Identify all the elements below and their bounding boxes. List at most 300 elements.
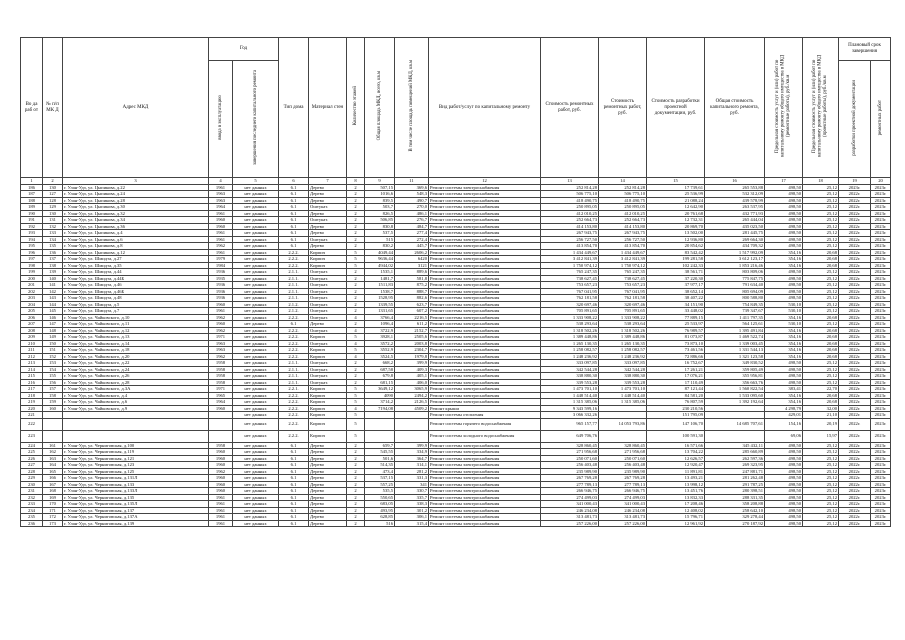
table-cell: 328 860,45 — [541, 442, 599, 449]
table-cell: 267 769,28 — [541, 475, 599, 482]
table-cell: 247 881,71 — [705, 468, 765, 475]
table-cell — [63, 418, 209, 430]
table-cell: 285 660,89 — [705, 449, 765, 456]
header-cell: Предельная стоимость услуг и (или) работ по капитальному ремонту общего имущества в МКД (проектные работы), руб./кв.м — [803, 38, 839, 178]
table-cell: 152 — [43, 353, 63, 360]
table-cell: 805 694,09 — [705, 288, 765, 295]
table-cell: 2022г. — [839, 488, 871, 495]
table-cell: нет данных — [233, 256, 279, 263]
table-cell: 1963 — [209, 197, 233, 204]
table-cell: 137 — [43, 256, 63, 263]
table-cell: 267 943,75 — [541, 230, 599, 237]
header-cell: Общая стоимость капитального ремонта, руб. — [705, 38, 765, 178]
table-cell: 25,12 — [803, 507, 839, 514]
table-cell: 445,7 — [395, 243, 429, 250]
table-cell: 1 392 192,64 — [705, 399, 765, 406]
table-cell: 2022г. — [839, 223, 871, 230]
table-cell: 354,16 — [765, 347, 803, 354]
table-cell: 1 411 797,35 — [705, 314, 765, 321]
column-number-cell: 6 — [279, 178, 309, 185]
table-cell: 2.2.2. — [279, 334, 309, 341]
table-cell: 2023г. — [871, 314, 891, 321]
table-cell: 1 750 974,12 — [541, 262, 599, 269]
table-cell: 20,68 — [803, 249, 839, 256]
table-cell: 4 — [347, 405, 365, 412]
table-cell: 25,12 — [803, 449, 839, 456]
table-cell: 17 076,21 — [647, 373, 705, 380]
table-cell: 235 989,90 — [599, 468, 647, 475]
table-cell: 3065,9 — [395, 386, 429, 393]
table-cell: Оштукат. — [309, 327, 347, 334]
table-cell: 2 — [347, 210, 365, 217]
table-cell: 2022г. — [839, 455, 871, 462]
table-cell: Ремонт системы электроснабжения — [429, 262, 541, 269]
table-cell: 5 — [347, 430, 365, 442]
table-cell: 6.1 — [279, 501, 309, 508]
header-cell: Общая площадь МКД, всего, кв.м — [365, 38, 395, 178]
table-cell: Оштукат. — [309, 379, 347, 386]
table-cell: 3572,2 — [365, 340, 395, 347]
table-row — [21, 520, 891, 527]
table-cell: 2022г. — [839, 449, 871, 456]
table-cell: 224 — [21, 442, 43, 449]
table-cell: г. Улан-Удэ, ул. Шмидта, д.27 — [63, 256, 209, 263]
table-cell: 246 234,08 — [541, 507, 599, 514]
table-cell: 20,68 — [803, 327, 839, 334]
table-cell: 69,06 — [765, 430, 803, 442]
table-cell: 564 125,61 — [705, 321, 765, 328]
table-cell: Кирпич — [309, 262, 347, 269]
table-cell: 354,16 — [765, 399, 803, 406]
table-cell: Ремонт системы электроснабжения — [429, 223, 541, 230]
table-cell: нет данных — [233, 314, 279, 321]
table-cell: г. Улан-Удэ, ул. Чайковского, д.28 — [63, 379, 209, 386]
table-cell: г. Улан-Удэ, ул. Чайковского, д.3А — [63, 386, 209, 393]
table-cell: 498,50 — [765, 210, 803, 217]
table-cell: 1 389 448,86 — [599, 334, 647, 341]
table-cell: 2 — [347, 295, 365, 302]
table-cell: 2023г. — [871, 412, 891, 419]
table-cell: 2 — [347, 275, 365, 282]
table-cell: 135 — [43, 243, 63, 250]
table-cell: 2022г. — [839, 462, 871, 469]
table-cell: 147 106,70 — [647, 418, 705, 430]
table-cell: 1960 — [209, 217, 233, 224]
table-cell: 166 — [43, 475, 63, 482]
table-cell: г. Улан-Удэ, ул. Шмидта, д.7 — [63, 308, 209, 315]
table-cell: 2.2.2. — [279, 430, 309, 442]
table-cell: Ремонт системы электроснабжения — [429, 507, 541, 514]
table-cell: 383,41 — [765, 386, 803, 393]
table-cell: 2 — [347, 520, 365, 527]
header-group-plan: Плановый срок завершения — [839, 38, 891, 61]
table-cell: 7194,08 — [365, 405, 395, 412]
table-cell: 762 181,58 — [541, 295, 599, 302]
table-cell: 345 432,11 — [705, 442, 765, 449]
table-cell: Ремонт системы электроснабжения — [429, 520, 541, 527]
table-cell: 2 — [347, 243, 365, 250]
table-cell: 659,7 — [365, 442, 395, 449]
table-cell: 2494,2 — [395, 392, 429, 399]
table-cell: 2023г. — [871, 462, 891, 469]
table-cell: 1 339 003,45 — [705, 340, 765, 347]
table-cell: 2 — [347, 236, 365, 243]
table-cell: нет данных — [233, 223, 279, 230]
table-cell: 133 — [43, 230, 63, 237]
table-cell: 250 071,60 — [541, 455, 599, 462]
table-cell: 439 578,99 — [705, 197, 765, 204]
table-cell: 2 — [347, 462, 365, 469]
table-cell: 2023г. — [871, 334, 891, 341]
table-cell: 2023г. — [871, 379, 891, 386]
table-cell: 2 — [347, 197, 365, 204]
table-cell: Кирпич — [309, 386, 347, 393]
table-cell: 25,12 — [803, 501, 839, 508]
table-cell: 354,16 — [765, 327, 803, 334]
column-number-cell: 2 — [43, 178, 63, 185]
table-cell: 189 — [21, 204, 43, 211]
table-cell: 649 706,76 — [541, 430, 599, 442]
table-cell: 1963 — [209, 340, 233, 347]
table-cell: 2126,5 — [395, 399, 429, 406]
table-cell: 2.1.1. — [279, 379, 309, 386]
table-cell: 3 612 123,17 — [705, 256, 765, 263]
table-cell: 2023г. — [871, 340, 891, 347]
table-cell: 6.1 — [279, 455, 309, 462]
table-cell: 5 — [347, 249, 365, 256]
table-cell: 762 181,58 — [599, 295, 647, 302]
table-cell: 2023г. — [871, 288, 891, 295]
table-cell: 13 493,21 — [647, 475, 705, 482]
table-cell: 498,50 — [765, 217, 803, 224]
table-cell: 506 775,10 — [541, 191, 599, 198]
table-cell: нет данных — [233, 462, 279, 469]
table-cell: 3928,1 — [365, 334, 395, 341]
table-cell: 791 634,40 — [705, 282, 765, 289]
table-cell: 256 727,50 — [541, 236, 599, 243]
table-cell: нет данных — [233, 191, 279, 198]
table-cell: 2023г. — [871, 442, 891, 449]
table-cell: Дерево — [309, 514, 347, 521]
table-cell: 498,50 — [765, 269, 803, 276]
table-cell: 493,95 — [365, 507, 395, 514]
table-cell: 232 — [21, 494, 43, 501]
table-cell: 25,12 — [803, 366, 839, 373]
table-cell: 2023г. — [871, 399, 891, 406]
table-cell: 281 262,48 — [705, 475, 765, 482]
table-cell: 1962 — [209, 243, 233, 250]
table-cell: 9636,44 — [365, 256, 395, 263]
table-cell: 498,50 — [765, 520, 803, 527]
table-cell: нет данных — [233, 321, 279, 328]
table-cell: 149 — [43, 334, 63, 341]
table-cell: 25,12 — [803, 514, 839, 521]
table-cell: 2023г. — [871, 256, 891, 263]
table-cell: 25,12 — [803, 230, 839, 237]
table-cell: 13 451,76 — [647, 488, 705, 495]
table-cell: 338 880,30 — [599, 373, 647, 380]
table-cell: 217 — [21, 386, 43, 393]
table-cell: 167 — [43, 481, 63, 488]
table-cell: Дерево — [309, 449, 347, 456]
table-cell: 230 210,56 — [647, 405, 705, 412]
table-cell: г. Улан-Удэ, ул. Черниговская, д.133Л — [63, 488, 209, 495]
table-cell: 199 — [21, 269, 43, 276]
table-cell: Дерево — [309, 210, 347, 217]
table-cell: 2022г. — [839, 468, 871, 475]
header-cell: Предельная стоимость услуг и (или) работ по капитальному ремонту общего имущества в МКД (ремонтные работы), руб./кв.м — [765, 38, 803, 178]
table-cell: Оштукат. — [309, 295, 347, 302]
table-cell: Ремонт системы электроснабжения — [429, 210, 541, 217]
table-cell: 2023г. — [871, 301, 891, 308]
table-cell: 1958 — [209, 379, 233, 386]
header-cell: разработки проектной документации — [839, 61, 871, 178]
table-cell: 12 936,80 — [647, 236, 705, 243]
table-cell: Кирпич — [309, 412, 347, 419]
table-cell: нет данных — [233, 475, 279, 482]
table-cell — [705, 430, 765, 442]
table-cell: 2022г. — [839, 386, 871, 393]
table-cell: 826,5 — [365, 210, 395, 217]
header-cell: Вид работ/услуг по капитальному ремонту — [429, 38, 541, 178]
table-cell: нет данных — [233, 308, 279, 315]
table-cell: 498,50 — [765, 455, 803, 462]
table-cell: 250 895,05 — [599, 204, 647, 211]
table-cell: 225 — [21, 449, 43, 456]
table-cell: 157 — [43, 386, 63, 393]
table-cell: 277 789,13 — [599, 481, 647, 488]
table-cell: 498,50 — [765, 282, 803, 289]
table-cell: 13 502,00 — [647, 230, 705, 237]
table-cell: 274 499,03 — [541, 494, 599, 501]
table-cell: г. Улан-Удэ, ул. Чайковского, д.12 — [63, 327, 209, 334]
table-cell: 3722,9 — [365, 327, 395, 334]
table-cell: нет данных — [233, 347, 279, 354]
table-cell: 6.1 — [279, 204, 309, 211]
table-cell: 498,50 — [765, 449, 803, 456]
table-cell: 767 041,95 — [541, 288, 599, 295]
table-cell: 2022г. — [839, 481, 871, 488]
table-cell: 705 891,65 — [599, 308, 647, 315]
table-cell: Оштукат. — [309, 236, 347, 243]
table-cell: 6420 — [395, 256, 429, 263]
table-cell: 435 023,50 — [705, 223, 765, 230]
table-cell: 277,4 — [395, 230, 429, 237]
table-cell: 206 — [21, 314, 43, 321]
table-cell: 215 — [21, 373, 43, 380]
table-cell: 2.1.1. — [279, 366, 309, 373]
table-cell: 277 789,13 — [541, 481, 599, 488]
table-cell: Оштукат. — [309, 275, 347, 282]
table-cell: г. Улан-Удэ, ул. Цыпикова, д.34 — [63, 217, 209, 224]
table-cell: 3714,2 — [365, 399, 395, 406]
table-cell: Ремонт системы электроснабжения — [429, 230, 541, 237]
table-cell: 222 — [21, 418, 43, 430]
table-cell: Дерево — [309, 455, 347, 462]
table-cell: Ремонт системы холодного водоснабжения — [429, 430, 541, 442]
table-cell: 228 — [21, 468, 43, 475]
table-cell: 888,7 — [395, 288, 429, 295]
table-cell: 498,50 — [765, 475, 803, 482]
table-cell: 2022г. — [839, 327, 871, 334]
table-cell: Оштукат. — [309, 366, 347, 373]
header-cell: Материал стен — [309, 38, 347, 178]
table-cell: 530,10 — [765, 301, 803, 308]
table-cell: 1936 — [209, 269, 233, 276]
table-cell: 514,35 — [365, 462, 395, 469]
table-cell: Ремонт системы электроснабжения — [429, 282, 541, 289]
table-cell: 20,68 — [803, 399, 839, 406]
table-cell: 1 434 449,67 — [541, 249, 599, 256]
table-cell: 628,85 — [365, 514, 395, 521]
table-cell: 270 187,92 — [705, 520, 765, 527]
header-cell: Количество этажей — [347, 38, 365, 178]
table-cell: 257 226,00 — [541, 520, 599, 527]
table-cell: нет данных — [233, 197, 279, 204]
table-cell: 839,5 — [365, 197, 395, 204]
table-cell: 2 — [347, 468, 365, 475]
table-cell: 25,12 — [803, 468, 839, 475]
table-cell: г. Улан-Удэ, ул. Черниговская, д.121 — [63, 455, 209, 462]
table-cell: 2 — [347, 488, 365, 495]
table-cell: 532 312,09 — [705, 191, 765, 198]
table-cell: г. Улан-Удэ, ул. Черниговская, д.100 — [63, 442, 209, 449]
table-cell: 265 553,88 — [705, 184, 765, 191]
table-cell: 219 — [21, 399, 43, 406]
table-cell: 25,12 — [803, 494, 839, 501]
table-cell: 2022г. — [839, 314, 871, 321]
table-cell: 1 448 514,40 — [599, 392, 647, 399]
table-cell: 418 490,75 — [541, 197, 599, 204]
table-cell: 1958 — [209, 442, 233, 449]
table-cell: 2 — [347, 217, 365, 224]
table-cell: 738 627,45 — [599, 275, 647, 282]
header-group-year: Год — [209, 38, 279, 61]
table-cell: Дерево — [309, 321, 347, 328]
table-cell: 132 — [43, 223, 63, 230]
table-cell: 2 — [347, 366, 365, 373]
table-cell: 12 961,92 — [647, 520, 705, 527]
table-cell: 406,0 — [395, 379, 429, 386]
table-cell: 2023г. — [871, 210, 891, 217]
table-cell: 25,12 — [803, 223, 839, 230]
table-cell: 498,50 — [765, 462, 803, 469]
table-cell: Ремонт системы электроснабжения — [429, 366, 541, 373]
table-cell: 191 — [21, 217, 43, 224]
table-cell: 364,7 — [395, 455, 429, 462]
table-cell: 2.2.2. — [279, 392, 309, 399]
table-cell: нет данных — [233, 520, 279, 527]
table-cell: 2023г. — [871, 386, 891, 393]
table-cell: Оштукат. — [309, 314, 347, 321]
table-cell: 6.1 — [279, 462, 309, 469]
table-cell: 498,50 — [765, 494, 803, 501]
table-cell: 1971 — [209, 334, 233, 341]
table-cell: 20,68 — [803, 334, 839, 341]
table-cell: нет данных — [233, 366, 279, 373]
table-cell: 213 — [21, 360, 43, 367]
table-cell: 432 771,93 — [705, 210, 765, 217]
table-cell: Ремонт системы электроснабжения — [429, 373, 541, 380]
table-cell: 281,2 — [395, 468, 429, 475]
table-cell: нет данных — [233, 301, 279, 308]
table-cell: 25,12 — [803, 236, 839, 243]
table-cell: 623,7 — [395, 301, 429, 308]
table-cell: 314,1 — [395, 462, 429, 469]
table-cell: нет данных — [233, 327, 279, 334]
table-cell: г. Улан-Удэ, ул. Шмидта, д.5 — [63, 301, 209, 308]
table-cell: 139 — [43, 269, 63, 276]
table-cell: 5 — [347, 399, 365, 406]
table-cell: 498,50 — [765, 295, 803, 302]
table-cell: 153 — [43, 360, 63, 367]
table-cell: 331,3 — [395, 475, 429, 482]
table-cell: 545,55 — [365, 449, 395, 456]
table-cell: Дерево — [309, 475, 347, 482]
table-cell: 1 258 082,57 — [599, 347, 647, 354]
table-cell: 203 — [21, 295, 43, 302]
table-cell: 2022г. — [839, 210, 871, 217]
table-cell: 2152,7 — [395, 327, 429, 334]
table-cell: 2.2.2. — [279, 314, 309, 321]
table-cell: 1960 — [209, 223, 233, 230]
table-cell — [209, 430, 233, 442]
table-cell: Дерево — [309, 520, 347, 527]
table-cell: г. Улан-Удэ, ул. Шмидта, д.35 — [63, 262, 209, 269]
table-cell: Ремонт системы электроснабжения — [429, 275, 541, 282]
table-cell: 2023г. — [871, 475, 891, 482]
table-cell: 1971 — [209, 386, 233, 393]
table-cell: г. Улан-Удэ, ул. Черниговская, д.137 — [63, 507, 209, 514]
table-cell: 3552,9 — [365, 347, 395, 354]
table-cell: 9 343 599,16 — [541, 405, 599, 412]
table-cell: 127 — [43, 191, 63, 198]
table-cell: 1960 — [209, 405, 233, 412]
table-cell: 1 321 123,58 — [705, 353, 765, 360]
header-cell: Тип дома — [279, 38, 309, 178]
table-cell: 354,16 — [765, 334, 803, 341]
table-cell: Оштукат. — [309, 282, 347, 289]
table-cell: 25,12 — [803, 204, 839, 211]
table-cell: 754 849,35 — [705, 301, 765, 308]
table-cell: 270,0 — [395, 204, 429, 211]
table-cell: Кирпич — [309, 392, 347, 399]
table-cell: нет данных — [233, 217, 279, 224]
table-cell: 20 869,70 — [647, 223, 705, 230]
table-cell: 498,50 — [765, 366, 803, 373]
table-cell: Дерево — [309, 197, 347, 204]
table-cell: нет данных — [233, 430, 279, 442]
table-cell: 227 — [21, 462, 43, 469]
table-cell: 341 000,43 — [599, 501, 647, 508]
table-cell: 2022г. — [839, 256, 871, 263]
table-cell: г. Улан-Удэ, ул. Цыпикова, д.24 — [63, 191, 209, 198]
table-cell: Ремонт системы электроснабжения — [429, 243, 541, 250]
table-cell: 235 — [21, 514, 43, 521]
table-cell: 2023г. — [871, 455, 891, 462]
table-cell: 1 533 095,60 — [705, 392, 765, 399]
table-cell: 256 727,50 — [599, 236, 647, 243]
table-cell: 342 544,28 — [541, 366, 599, 373]
table-cell: 15 796,71 — [647, 514, 705, 521]
table-cell: нет данных — [233, 360, 279, 367]
table-cell: 2022г. — [839, 308, 871, 315]
header-cell: Адрес МКД — [63, 38, 209, 178]
table-cell: 199 281,58 — [647, 256, 705, 263]
table-cell: 87 121,44 — [647, 386, 705, 393]
table-cell: 1 331 544,13 — [705, 347, 765, 354]
table-cell: 25,12 — [803, 481, 839, 488]
